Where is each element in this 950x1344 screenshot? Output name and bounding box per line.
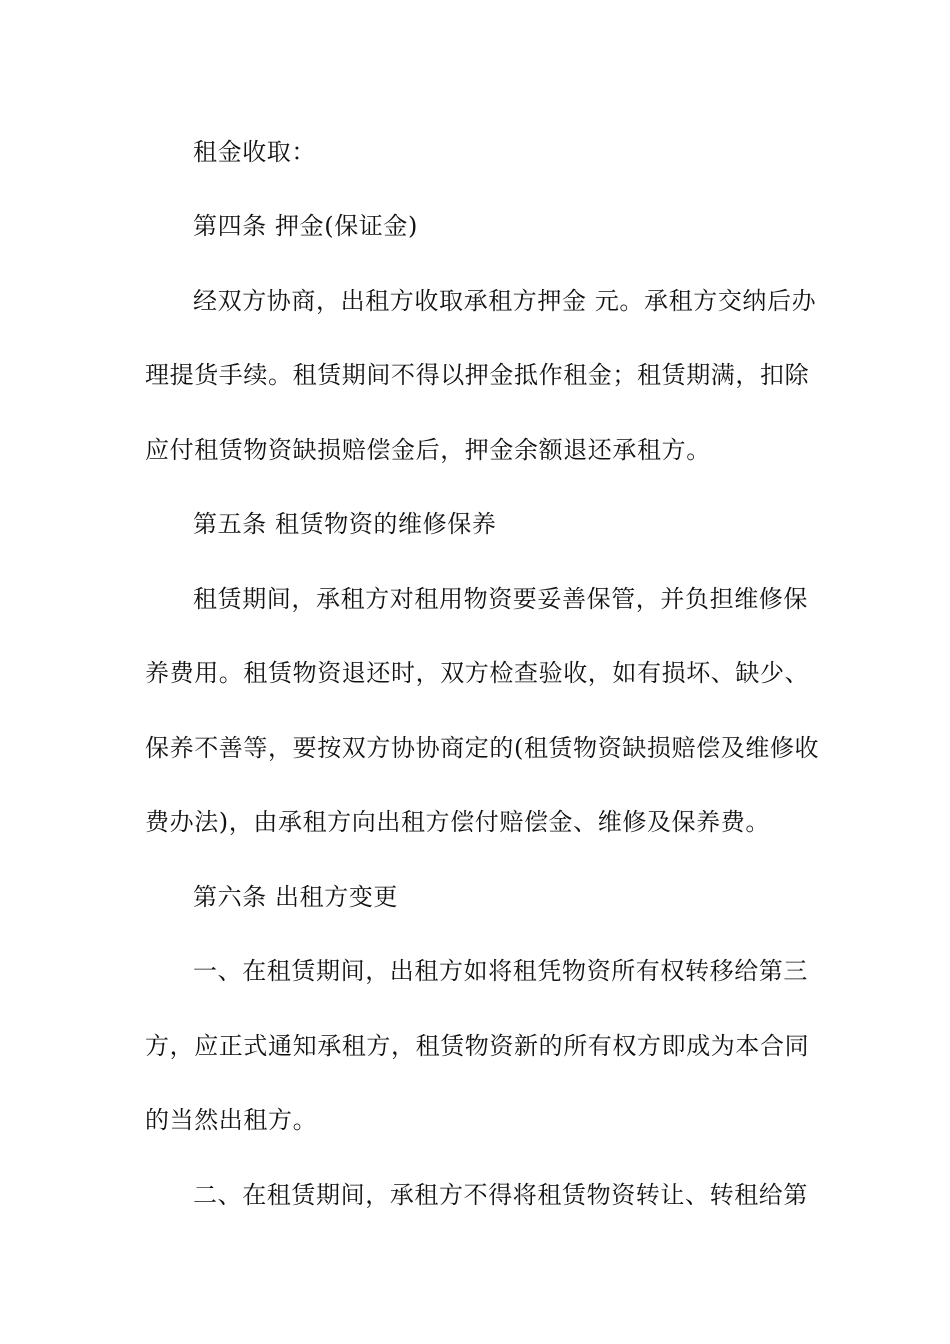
heading-article-6: 第六条 出租方变更 [193,883,399,911]
text-line: 费办法)，由承租方向出租方偿付赔偿金、维修及保养费。 [145,808,770,836]
heading-article-5: 第五条 租赁物资的维修保养 [193,510,497,538]
text-line: 方，应正式通知承租方，租赁物资新的所有权方即成为本合同 [145,1032,810,1060]
text-line: 一、在租赁期间，出租方如将租凭物资所有权转移给第三 [193,957,808,985]
text-line: 二、在租赁期间，承租方不得将租赁物资转让、转租给第 [193,1181,808,1209]
text-line: 应付租赁物资缺损赔偿金后，押金余额退还承租方。 [145,436,711,464]
text-line: 养费用。租赁物资退还时，双方检查验收，如有损坏、缺少、 [145,659,810,687]
text-line: 租赁期间，承租方对租用物资要妥善保管，并负担维修保 [193,585,808,613]
text-line: 经双方协商，出租方收取承租方押金 元。承租方交纳后办 [193,287,817,315]
text-line: 保养不善等，要按双方协协商定的(租赁物资缺损赔偿及维修收 [145,734,820,762]
heading-article-4: 第四条 押金(保证金) [193,212,418,240]
text-line: 的当然出租方。 [145,1106,318,1134]
text-line-rent-collection: 租金收取： [193,138,316,166]
text-line: 理提货手续。租赁期间不得以押金抵作租金；租赁期满，扣除 [145,361,810,389]
